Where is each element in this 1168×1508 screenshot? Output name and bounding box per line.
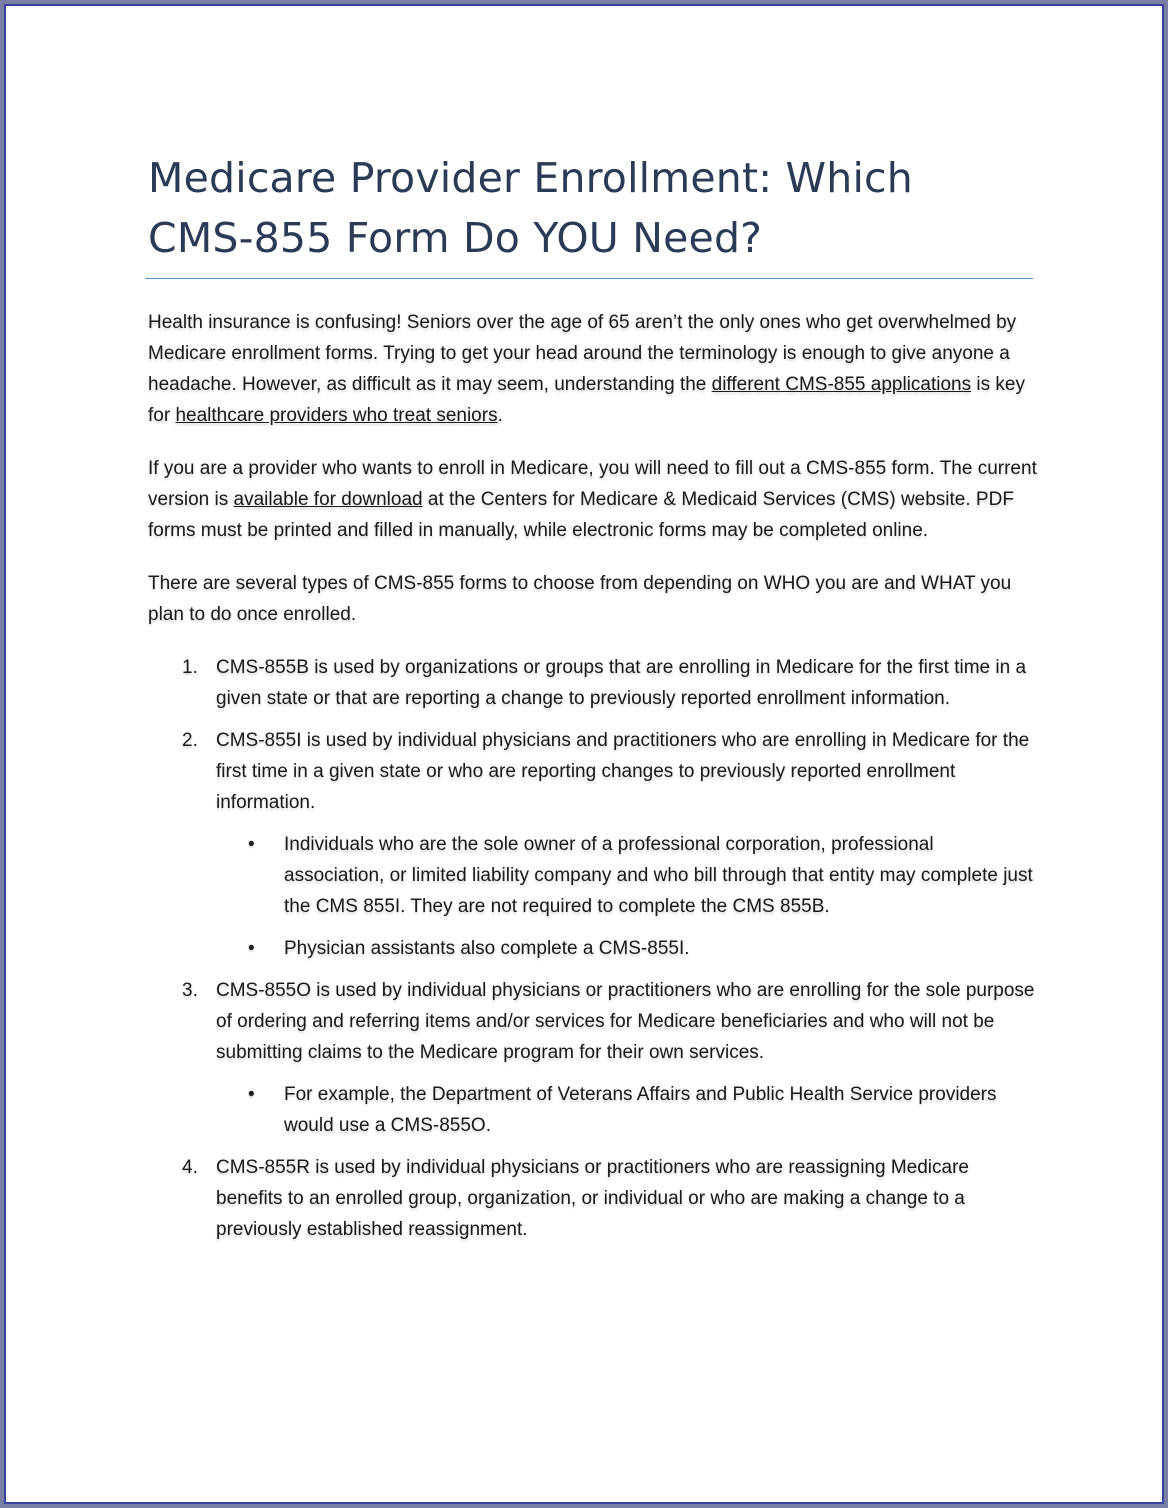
- healthcare-providers-link[interactable]: healthcare providers who treat seniors: [175, 405, 498, 426]
- types-intro-paragraph: There are several types of CMS-855 forms to choose from depending on WHO you are and WHAT you plan to do once enrolled.: [148, 573, 1012, 625]
- intro-paragraph: [148, 307, 1038, 431]
- list-item-text: CMS-855B is used by organizations or groups that are enrolling in Medicare for the first time in a given state or that are reporting a change to previously reported enrollment information.: [216, 657, 1027, 709]
- cms-855-applications-link[interactable]: different CMS-855 applications: [711, 374, 972, 395]
- list-item-text: CMS-855R is used by individual physicians or practitioners who are reassigning Medicare benefits to an enrolled group, organization, or individual or who are making a change to a previously established reassignment.: [216, 1157, 969, 1240]
- title-line-1: Medicare Provider Enrollment: Which: [148, 154, 913, 202]
- bullet-icon: •: [248, 1084, 255, 1105]
- sub-bullet-text: Individuals who are the sole owner of a professional corporation, professional association, or limited liability company and who bill through that entity may complete just the CMS 855I. They are not required to complete the CMS 855B.: [284, 834, 1033, 917]
- document-page: [4, 4, 1164, 1504]
- intro-text-b: is key for: [148, 374, 1025, 426]
- sub-bullet-item: [216, 829, 1038, 922]
- list-number: 3.: [182, 980, 198, 1001]
- bullet-icon: •: [248, 834, 255, 855]
- enroll-paragraph: [148, 453, 1038, 546]
- sub-bullet-item: [216, 1079, 1038, 1141]
- list-item-855r: [148, 1152, 1038, 1245]
- list-item-855o: [148, 975, 1038, 1141]
- sub-bullet-text: Physician assistants also complete a CMS-855I.: [284, 938, 690, 959]
- list-number: 2.: [182, 730, 198, 751]
- sub-bullet-item: [216, 933, 1038, 964]
- list-item-855i: [148, 725, 1038, 964]
- enroll-text-b: at the Centers for Medicare & Medicaid Services (CMS) website. PDF forms must be printed and filled in manually, while electronic forms may be completed online.: [148, 489, 1014, 541]
- intro-text-c: .: [497, 405, 503, 426]
- list-number: 4.: [182, 1157, 198, 1178]
- sub-bullet-list: [216, 829, 1038, 964]
- bullet-icon: •: [248, 938, 255, 959]
- enroll-text-a: If you are a provider who wants to enroll in Medicare, you will need to fill out a CMS-855 form. The current version is: [148, 458, 1037, 510]
- form-types-list: [148, 652, 1038, 1245]
- sub-bullet-text: For example, the Department of Veterans Affairs and Public Health Service providers would use a CMS-855O.: [284, 1084, 997, 1136]
- document-body: [148, 148, 1038, 1256]
- list-item-855b: [148, 652, 1038, 714]
- sub-bullet-list: [216, 1079, 1038, 1141]
- list-item-text: CMS-855I is used by individual physicians and practitioners who are enrolling in Medicare for the first time in a given state or who are reporting changes to previously reported enrollment information.: [216, 730, 1030, 813]
- intro-text-a: Health insurance is confusing! Seniors over the age of 65 aren’t the only ones who get overwhelmed by Medicare enrollment forms. Trying to get your head around the terminology is enough to give anyone a headache. However, as difficult as it may seem, understanding the: [148, 312, 1017, 395]
- download-link[interactable]: available for download: [233, 489, 423, 510]
- list-item-text: CMS-855O is used by individual physicians or practitioners who are enrolling for the sole purpose of ordering and referring items and/or services for Medicare beneficiaries and who will not be submitting claims to the Medicare program for their own services.: [216, 980, 1035, 1063]
- list-number: 1.: [182, 657, 198, 678]
- title-line-2: CMS-855 Form Do YOU Need?: [148, 214, 763, 262]
- document-title: [148, 148, 1038, 268]
- title-divider: [145, 278, 1033, 279]
